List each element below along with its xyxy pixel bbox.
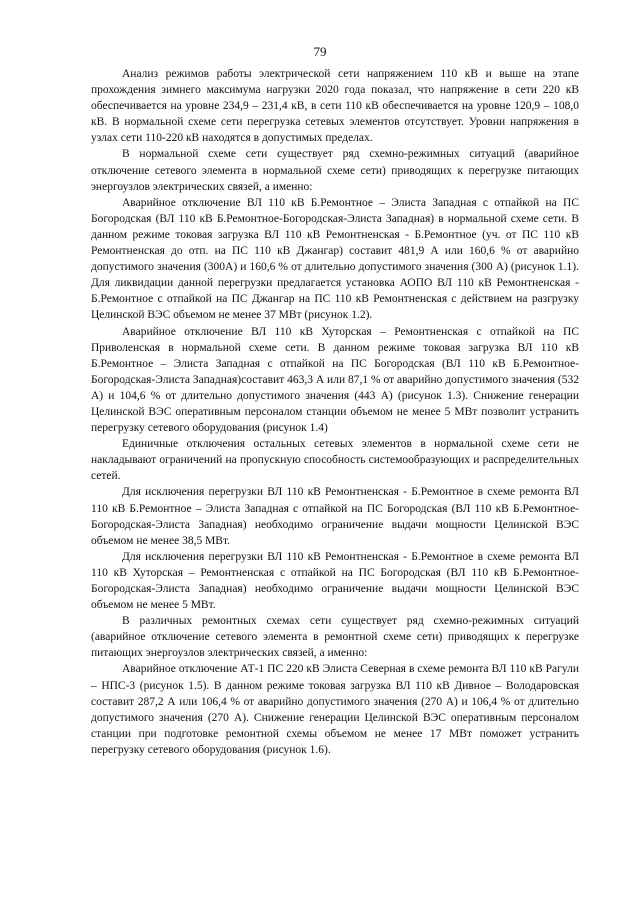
paragraph: Для исключения перегрузки ВЛ 110 кВ Ремонтненская - Б.Ремонтное в схеме ремонта ВЛ 110 кВ Хуторская – Ремонтненская с отпайкой на ПС Богородская (ВЛ 110 кВ Б.Ремонтное-Богородская-Элиста Западная) необходимо ограничение выдачи мощности Целинской ВЭС объемом не менее 5 МВт. xyxy=(91,550,579,612)
paragraph: Для исключения перегрузки ВЛ 110 кВ Ремонтненская - Б.Ремонтное в схеме ремонта ВЛ 110 кВ Б.Ремонтное – Элиста Западная с отпайкой на ПС Богородская (ВЛ 110 кВ Б.Ремонтное-Богородская-Элиста Западная) необходимо ограничение выдачи мощности Целинской ВЭС объемом не менее 38,5 МВт. xyxy=(91,486,579,547)
paragraph: Единичные отключения остальных сетевых элементов в нормальной схеме сети не накладывают ограничений на пропускную способность системообразующих и распределительных сетей. xyxy=(91,438,579,483)
paragraph: Анализ режимов работы электрической сети напряжением 110 кВ и выше на этапе прохождения зимнего максимума нагрузки 2020 года показал, что напряжение в сети 220 кВ обеспечивается на уровне 234,9 – 231,4 кВ, в сети 110 кВ обеспечивается на уровне 120,9 – 108,0 кВ. В нормальной схеме сети перегрузка сетевых элементов отсутствует. Уровни напряжения в узлах сети 110-220 кВ находятся в допустимых пределах. xyxy=(91,68,579,145)
paragraph: Аварийное отключение ВЛ 110 кВ Хуторская – Ремонтненская с отпайкой на ПС Приволенская в нормальной схеме сети. В данном режиме токовая загрузка ВЛ 110 кВ Б.Ремонтное – Элиста Западная с отпайкой на ПС Богородская (ВЛ 110 кВ Б.Ремонтное-Богородская-Элиста Западная)составит 463,3 А или 87,1 % от аварийно допустимого значения (532 А) и 104,6 % от длительно допустимого значения (443 А) (рисунок 1.3). Снижение генерации Целинской ВЭС оперативным персоналом станции объемом не менее 5 МВт позволит устранить перегрузку сетевого оборудования (рисунок 1.4) xyxy=(91,325,579,435)
page-number: 79 xyxy=(313,44,327,59)
paragraph: В различных ремонтных схемах сети существует ряд схемно-режимных ситуаций (аварийное отключение сетевого элемента в ремонтной схеме сети) приводящих к перегрузке питающих энергоузлов электрических связей, а именно: xyxy=(91,615,579,660)
body-text xyxy=(91,66,579,758)
paragraph: Аварийное отключение АТ-1 ПС 220 кВ Элиста Северная в схеме ремонта ВЛ 110 кВ Рагули – НПС-3 (рисунок 1.5). В данном режиме токовая загрузка ВЛ 110 кВ Дивное – Володаровская составит 287,2 А или 106,4 % от аварийно допустимого значения (270 А) и 106,4 % от длительно допустимого значения (270 А). Снижение генерации Целинской ВЭС оперативным персоналом станции при подготовке ремонтной схемы объемом не менее 17 МВт поможет устранить перегрузку сетевого оборудования (рисунок 1.6). xyxy=(91,663,579,756)
paragraph: В нормальной схеме сети существует ряд схемно-режимных ситуаций (аварийное отключение сетевого элемента в нормальной схеме сети) приводящих к перегрузке питающих энергоузлов электрических связей, а именно: xyxy=(91,148,579,193)
paragraph: Аварийное отключение ВЛ 110 кВ Б.Ремонтное – Элиста Западная с отпайкой на ПС Богородская (ВЛ 110 кВ Б.Ремонтное-Богородская-Элиста Западная) в нормальной схеме сети. В данном режиме токовая загрузка ВЛ 110 кВ Ремонтненская - Б.Ремонтное (уч. от ПС 110 кВ Ремонтненская до отп. на ПС 110 кВ Джангар) составит 481,9 А или 160,6 % от аварийно допустимого значения (300А) и 160,6 % от длительно допустимого значения (300 А) (рисунок 1.1). Для ликвидации данной перегрузки предлагается установка АОПО ВЛ 110 кВ Ремонтненская - Б.Ремонтное с отпайкой на ПС Джангар на ПС 110 кВ Ремонтненская с действием на разгрузку Целинской ВЭС объемом не менее 37 МВт (рисунок 1.2). xyxy=(91,196,579,322)
